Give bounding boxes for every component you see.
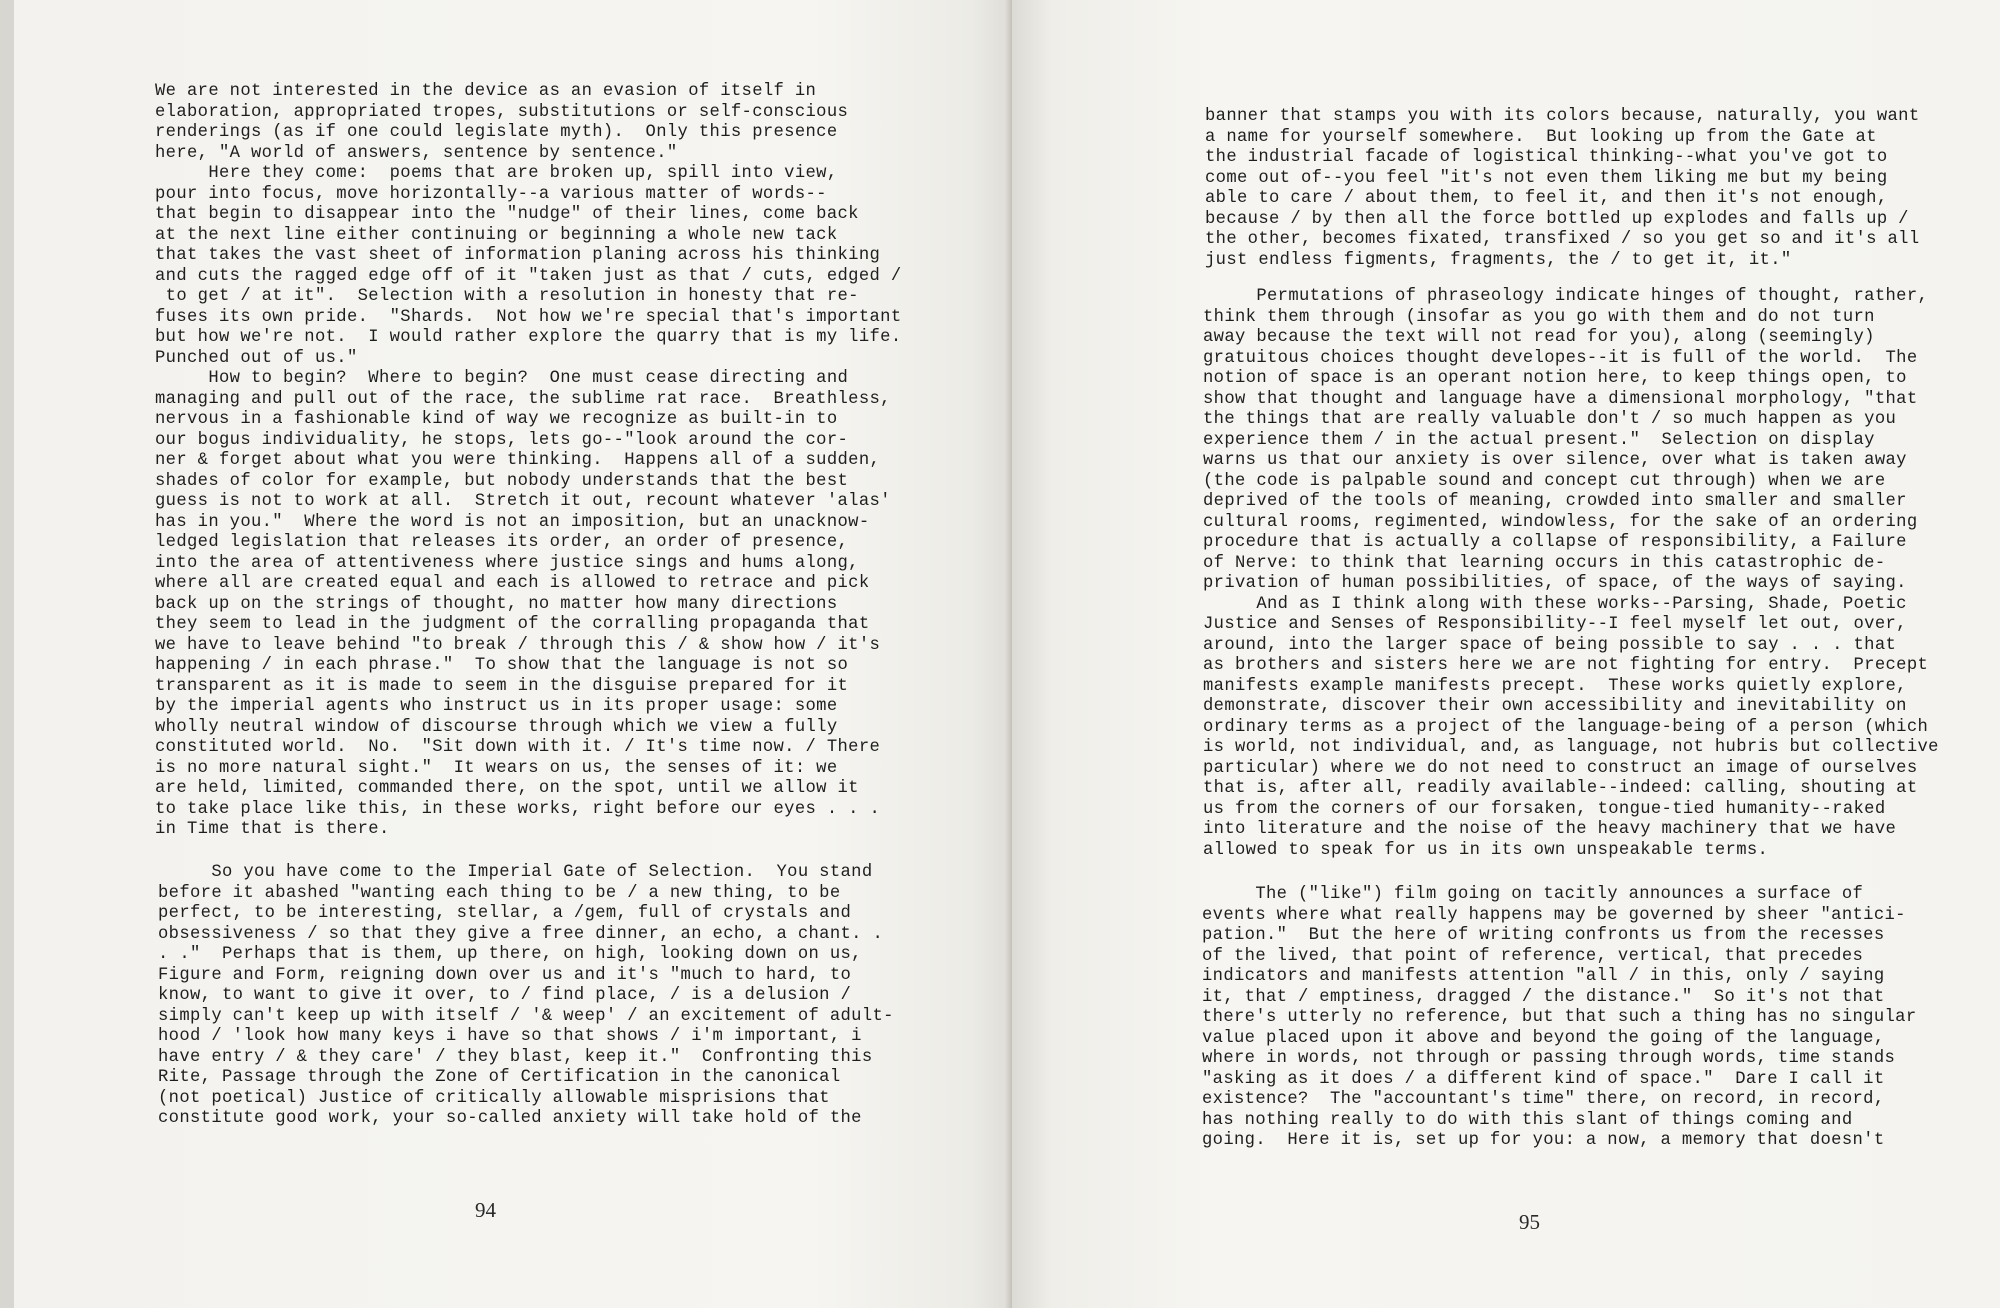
text-line: banner that stamps you with its colors because, naturally, you want: [1205, 107, 1920, 126]
text-line: privation of human possibilities, of space, of the ways of saying.: [1203, 574, 1907, 593]
text-line: experience them / in the actual present." Selection on display: [1203, 430, 1875, 450]
text-line: perfect, to be interesting, stellar, a /gem, full of crystals and: [158, 904, 852, 923]
text-line: our bogus individuality, he stops, lets go--"look around the cor-: [155, 430, 849, 450]
text-line: How to begin? Where to begin? One must cease directing and: [155, 369, 849, 388]
left-page: [14, 0, 1012, 1308]
text-line: managing and pull out of the race, the sublime rat race. Breathless,: [155, 389, 891, 409]
left-page-text-block-1: [155, 82, 902, 841]
text-line: is world, not individual, and, as language, not hubris but collective: [1203, 738, 1939, 757]
text-line: allowed to speak for us in its own unspeakable terms.: [1203, 840, 1769, 860]
text-line: of Nerve: to think that learning occurs in this catastrophic de-: [1203, 553, 1886, 573]
text-line: into the area of attentiveness where justice sings and hums along,: [155, 553, 859, 573]
text-line: around, into the larger space of being possible to say . . . that: [1203, 635, 1897, 655]
text-line: Justice and Senses of Responsibility--I feel myself let out, over,: [1203, 615, 1907, 634]
right-page-text-block-3: [1202, 885, 1917, 1152]
text-line: elaboration, appropriated tropes, substitutions or self-conscious: [155, 102, 849, 122]
text-line: that is, after all, readily available--indeed: calling, shouting at: [1203, 779, 1918, 798]
text-line: to take place like this, in these works, right before our eyes . . .: [155, 799, 881, 819]
text-line: ordinary terms as a project of the language-being of a person (which: [1203, 717, 1929, 737]
text-line: because / by then all the force bottled up explodes and falls up /: [1205, 209, 1909, 229]
text-line: guess is not to work at all. Stretch it out, recount whatever 'alas': [155, 492, 891, 511]
text-line: know, to want to give it over, to / find place, / is a delusion /: [158, 986, 852, 1005]
text-line: have entry / & they care' / they blast, keep it." Confronting this: [158, 1047, 873, 1067]
text-line: by the imperial agents who instruct us in its proper usage: some: [155, 697, 838, 716]
text-line: a name for yourself somewhere. But looking up from the Gate at: [1205, 127, 1877, 147]
text-line: able to care / about them, to feel it, and then it's not enough,: [1205, 189, 1888, 208]
text-line: constituted world. No. "Sit down with it. / It's time now. / There: [155, 738, 881, 757]
text-line: come out of--you feel "it's not even them liking me but my being: [1205, 168, 1888, 188]
right-page-text-block-2: [1203, 287, 1939, 861]
text-line: are held, limited, commanded there, on the spot, until we allow it: [155, 779, 859, 798]
text-line: We are not interested in the device as an evasion of itself in: [155, 82, 817, 101]
text-line: notion of space is an operant notion here, to keep things open, to: [1203, 369, 1907, 388]
text-line: renderings (as if one could legislate myth). Only this presence: [155, 123, 838, 142]
text-line: And as I think along with these works--Parsing, Shade, Poetic: [1203, 594, 1907, 614]
text-line: they seem to lead in the judgment of the corralling propaganda that: [155, 615, 870, 634]
text-line: demonstrate, discover their own accessibility and inevitability on: [1203, 697, 1907, 716]
text-line: cultural rooms, regimented, windowless, for the sake of an ordering: [1203, 512, 1918, 532]
text-line: think them through (insofar as you go with them and do not turn: [1203, 307, 1875, 327]
text-line: happening / in each phrase." To show that the language is not so: [155, 656, 849, 675]
text-line: we have to leave behind "to break / through this / & show how / it's: [155, 635, 881, 655]
text-line: simply can't keep up with itself / '& weep' / an excitement of adult-: [158, 1006, 894, 1026]
text-line: show that thought and language have a dimensional morphology, "that: [1203, 389, 1918, 409]
text-line: where all are created equal and each is allowed to retrace and pick: [155, 574, 870, 593]
right-page-text-block-1: [1205, 107, 1920, 271]
text-line: the industrial facade of logistical thinking--what you've got to: [1205, 148, 1888, 167]
text-line: hood / 'look how many keys i have so that shows / i'm important, i: [158, 1027, 862, 1046]
text-line: as brothers and sisters here we are not fighting for entry. Precept: [1203, 656, 1929, 675]
page-number-left: 94: [475, 1198, 496, 1222]
text-line: shades of color for example, but nobody understands that the best: [155, 471, 849, 491]
text-line: fuses its own pride. "Shards. Not how we're special that's important: [155, 307, 902, 327]
text-line: Here they come: poems that are broken up, spill into view,: [155, 164, 838, 183]
text-line: (the code is palpable sound and concept cut through) when we are: [1203, 471, 1886, 491]
text-line: procedure that is actually a collapse of responsibility, a Failure: [1203, 533, 1907, 552]
text-line: to get / at it". Selection with a resolution in honesty that re-: [155, 287, 859, 306]
text-line: events where what really happens may be governed by sheer "antici-: [1202, 905, 1906, 925]
text-line: of the lived, that point of reference, vertical, that precedes: [1202, 946, 1864, 966]
text-line: before it abashed "wanting each thing to be / a new thing, to be: [158, 883, 841, 903]
right-page: [1012, 0, 2000, 1308]
text-line: manifests example manifests precept. These works quietly explore,: [1203, 676, 1907, 696]
text-line: constitute good work, your so-called anxiety will take hold of the: [158, 1109, 862, 1128]
text-line: into literature and the noise of the heavy machinery that we have: [1203, 820, 1897, 839]
text-line: is no more natural sight." It wears on us, the senses of it: we: [155, 758, 838, 778]
text-line: So you have come to the Imperial Gate of Selection. You stand: [158, 863, 873, 882]
text-line: just endless figments, fragments, the / to get it, it.": [1205, 250, 1792, 270]
text-line: obsessiveness / so that they give a free dinner, an echo, a chant. .: [158, 924, 884, 944]
text-line: it, that / emptiness, dragged / the distance." So it's not that: [1202, 987, 1885, 1007]
text-line: indicators and manifests attention "all / in this, only / saying: [1202, 967, 1885, 986]
text-line: gratuitous choices thought developes--it is full of the world. The: [1203, 348, 1918, 368]
text-line: Permutations of phraseology indicate hinges of thought, rather,: [1203, 287, 1929, 306]
text-line: existence? The "accountant's time" there, on record, in record,: [1202, 1090, 1885, 1109]
text-line: the other, becomes fixated, transfixed / so you get so and it's all: [1205, 230, 1920, 249]
text-line: . ." Perhaps that is them, up there, on high, looking down on us,: [158, 945, 862, 964]
text-line: away because the text will not read for you), along (seemingly): [1203, 328, 1875, 347]
text-line: deprived of the tools of meaning, crowded into smaller and smaller: [1203, 492, 1907, 511]
text-line: particular) where we do not need to construct an image of ourselves: [1203, 758, 1918, 778]
text-line: value placed upon it above and beyond the going of the language,: [1202, 1028, 1885, 1048]
text-line: warns us that our anxiety is over silence, over what is taken away: [1203, 451, 1907, 470]
page-number-right: 95: [1519, 1210, 1540, 1234]
text-line: Rite, Passage through the Zone of Certification in the canonical: [158, 1068, 841, 1087]
text-line: has nothing really to do with this slant of things coming and: [1202, 1110, 1853, 1130]
text-line: pour into focus, move horizontally--a various matter of words--: [155, 184, 827, 204]
text-line: transparent as it is made to seem in the disguise prepared for it: [155, 676, 849, 696]
text-line: that begin to disappear into the "nudge" of their lines, come back: [155, 205, 859, 224]
text-line: Figure and Form, reigning down over us and it's "much to hard, to: [158, 965, 852, 985]
text-line: but how we're not. I would rather explore the quarry that is my life.: [155, 328, 902, 347]
text-line: pation." But the here of writing confronts us from the recesses: [1202, 926, 1885, 945]
text-line: wholly neutral window of discourse through which we view a fully: [155, 717, 838, 737]
text-line: and cuts the ragged edge off of it "taken just as that / cuts, edged /: [155, 266, 902, 286]
text-line: the things that are really valuable don't / so much happen as you: [1203, 410, 1897, 429]
text-line: ner & forget about what you were thinking. Happens all of a sudden,: [155, 451, 881, 470]
text-line: that takes the vast sheet of information planing across his thinking: [155, 246, 881, 265]
text-line: in Time that is there.: [155, 820, 390, 839]
text-line: ledged legislation that releases its order, an order of presence,: [155, 533, 849, 552]
text-line: nervous in a fashionable kind of way we recognize as built-in to: [155, 410, 838, 429]
text-line: where in words, not through or passing through words, time stands: [1202, 1049, 1896, 1068]
text-line: Punched out of us.": [155, 348, 358, 368]
text-line: going. Here it is, set up for you: a now, a memory that doesn't: [1202, 1131, 1885, 1150]
left-page-text-block-2: [158, 863, 894, 1130]
text-line: at the next line either continuing or beginning a whole new tack: [155, 225, 838, 245]
text-line: has in you." Where the word is not an imposition, but an unacknow-: [155, 512, 870, 532]
text-line: here, "A world of answers, sentence by sentence.": [155, 143, 678, 163]
text-line: (not poetical) Justice of critically allowable misprisions that: [158, 1088, 830, 1108]
text-line: there's utterly no reference, but that such a thing has no singular: [1202, 1008, 1917, 1027]
text-line: The ("like") film going on tacitly announces a surface of: [1202, 885, 1864, 904]
text-line: us from the corners of our forsaken, tongue-tied humanity--raked: [1203, 799, 1886, 819]
text-line: "asking as it does / a different kind of space." Dare I call it: [1202, 1069, 1885, 1089]
text-line: back up on the strings of thought, no matter how many directions: [155, 594, 838, 614]
